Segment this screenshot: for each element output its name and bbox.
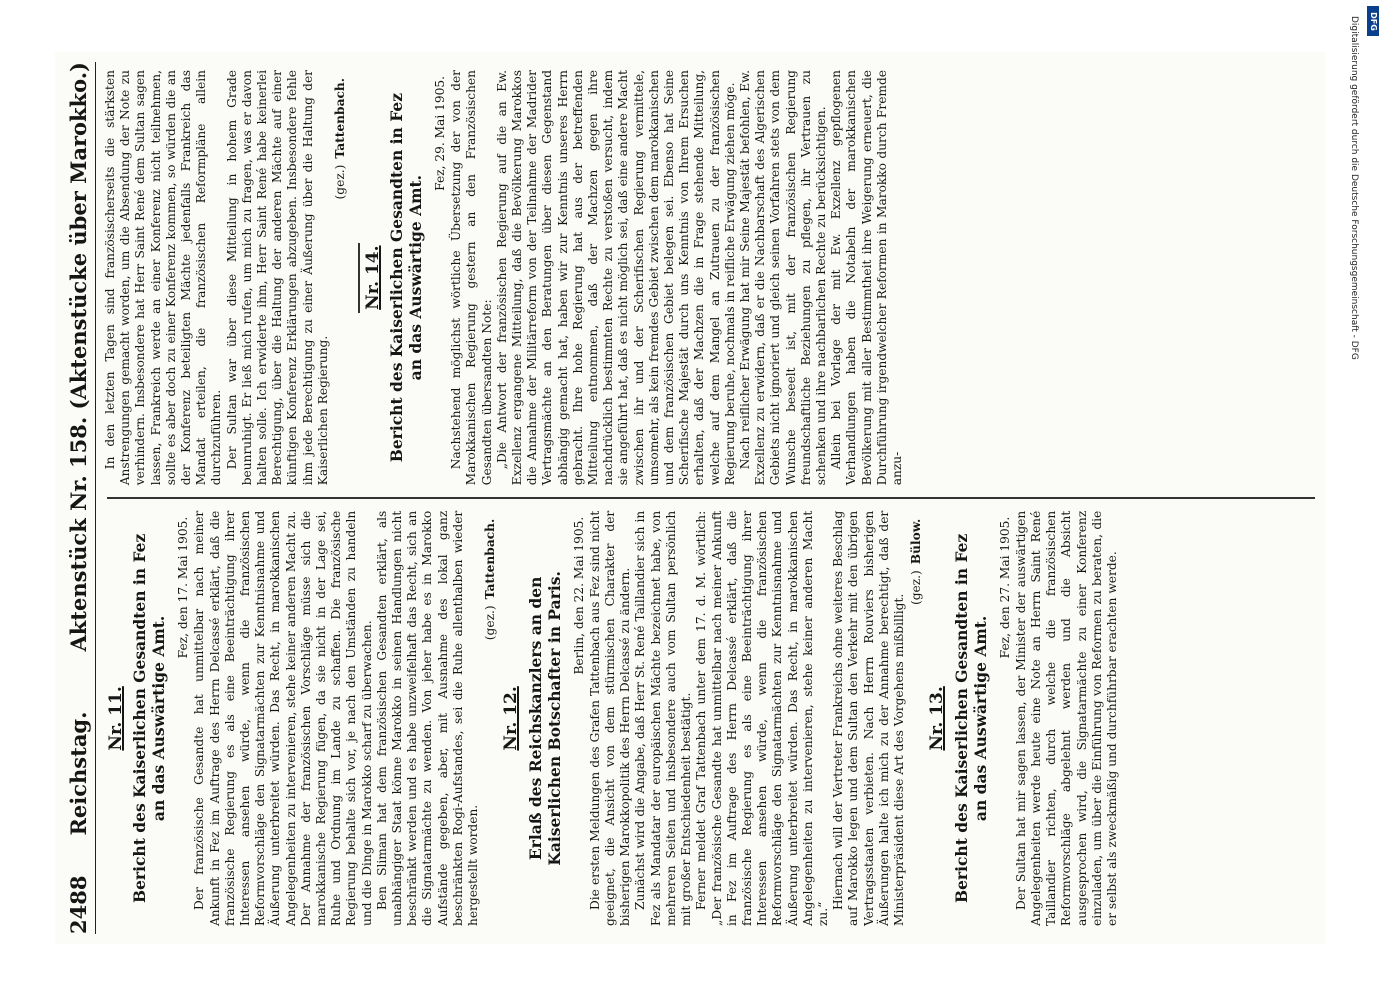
signature-prefix: (gez.) [483,605,498,641]
paragraph: In den letzten Tagen sind französischerseits die stärksten Anstrengungen gemacht worden, um die Absendung der Note zu verhindern. Insbesondere hat Herr Saint René dem Sultan sagen lassen, Frankreich werde an einer Konferenz nicht teilnehmen, sollte es aber doch zu einer Konferenz kommen, so würden die an der Konferenz beteiligten Mächte jedenfalls Frankreich das Mandat erteilen, die französischen Reformpläne allein durchzuführen. [103,70,224,486]
signature-name: Bülow. [909,518,924,565]
signature-name: Tattenbach. [483,518,498,600]
column-right [103,58,1315,497]
paragraph: Hiernach will der Vertreter Frankreichs ohne weiteres Beschlag auf Marokko legen und dem Sultan den Verkehr mit den übrigen Vertragsstaaten verbieten. Nach Herrn Rouviers bisherigen Äußerungen halte ich mich zu der Annahme berechtigt, daß der Ministerpräsident diese Art des Vorgehens mißbilligt. [831,510,906,926]
signature [333,78,348,485]
column-divider [107,497,1315,499]
paragraph: Der Sultan war über diese Mitteilung in hohem Grade beunruhigt. Er ließ mich rufen, um mich zu fragen, was er davon halten solle. Ich erwiderte ihm, Herr Saint René habe keinerlei Berechtigung, über die Haltung der anderen Mächte auf einer künftigen Konferenz Erklärungen abzugeben. Insbesondere fehle ihm jede Berechtigung zu einer Äußerung über die Haltung der Kaiserlichen Regierung. [224,70,330,486]
section-title: Bericht des Kaiserlichen Gesandten in Fez an das Auswärtige Amt. [130,533,169,904]
signature [909,519,924,926]
section-divider [358,243,360,313]
dateline: Fez, 29. Mai 1905. [432,76,447,191]
section-title: Erlaß des Reichskanzlers an den Kaiserlichen Botschafter in Paris. [525,571,564,866]
dateline: Fez, den 17. Mai 1905. [176,516,191,659]
section-number: Nr. 13. [927,686,948,751]
paragraph: Ben Sliman hat dem französischen Gesandten erklärt, als unabhängiger Staat könne Marokko in seinen Handlungen nicht beschränkt werden und es habe unzweifelhaft das Recht, sich an die Signatarmächte zu wenden. Von jeher habe es in Marokko Aufstände gegeben, aber, mit Ausnahme des lokal ganz beschränkten Rogi-Aufstandes, sei die Ruhe allenthalben wieder hergestellt worden. [374,510,481,926]
section-number: Nr. 11. [106,686,126,751]
running-head [61,62,96,934]
paragraph: Zunächst wird die Angabe, daß Herr St. René Taillandier sich in Fez als Mandatar der europäischen Mächte bezeichnet habe, von mehreren Seiten und insbesondere auch vom Sultan persönlich mit großer Entschiedenheit bestätigt. [633,510,694,926]
document-title: Aktenstück Nr. 158. (Aktenstücke über Marokko.) [65,62,91,652]
paragraph: Der Sultan hat mir sagen lassen, der Minister der auswärtigen Angelegenheiten werde heute eine Note an Herrn Saint René Taillandier richten, durch welche die französischen Reformvorschläge abgelehnt werden und die Absicht ausgesprochen wird, die Signatarmächte zu einer Konferenz einzuladen, um über die Einführung von Reformen zu beraten, die er selbst als zweckmäßig und durchführbar erachten werde. [1013,510,1119,926]
paragraph: Nachstehend möglichst wörtliche Übersetzung der von der Marokkanischen Regierung gestern an den Französischen Gesandten übersandten Note: [449,70,494,486]
page-number: 2488 [65,875,91,934]
section-number: Nr. 12. [501,686,522,751]
dfg-logo [1367,6,1379,36]
paragraph: Die ersten Meldungen des Grafen Tattenbach aus Fez sind nicht geeignet, die Ansicht von dem stürmischen Charakter der bisherigen Marokkopolitik des Herrn Delcassé zu ändern. [587,510,633,926]
text-columns [103,58,1315,938]
dateline: Fez, den 27. Mai 1905. [997,516,1012,659]
digitization-notice-text: Digitalisierung gefördert durch die Deutsche Forschungsgemeinschaft - DFG [1349,16,1359,360]
paragraph: Allein bei Vorlage der mit Ew. Exzellenz gepflogenen Verhandlungen haben die Notabeln der marokkanischen Bevölkerung mit aller Bestimmtheit ihre Weigerung erneuert, die Durchführung irgendwelcher Reformen in Marokko durch Fremde anzu- [829,70,905,486]
rotated-page-content [55,52,1325,944]
dateline: Berlin, den 22. Mai 1905. [571,516,586,675]
signature [483,519,498,926]
signature-prefix: (gez.) [333,164,348,200]
publication-title: Reichstag. [65,711,91,836]
section-title: Bericht des Kaiserlichen Gesandten in Fez an das Auswärtige Amt. [386,92,425,463]
dfg-logo-text: DFG [1368,11,1378,31]
column-left [103,499,1315,938]
signature-name: Tattenbach. [333,78,348,159]
digitization-notice [1349,0,1379,700]
section-title: Bericht des Kaiserlichen Gesandten in Fez an das Auswärtige Amt. [951,533,990,904]
paragraph: Der französische Gesandte hat unmittelbar nach meiner Ankunft in Fez im Auftrage des Herrn Delcassé erklärt, daß die französische Regierung es als eine Beeinträchtigung ihrer Interessen ansehen würde, wenn die französischen Reformvorschläge den Signatarmächten zur Kenntnisnahme und Äußerung unterbreitet würden. Das Recht, in marokkanischen Angelegenheiten zu intervenieren, stehe keiner anderen Macht zu. Der Annahme der französischen Vorschläge müsse sich die marokkanische Regierung fügen, da sie nicht in der Lage sei, Ruhe und Ordnung im Lande zu schaffen. Die französische Regierung behalte sich vor, je nach den Umständen zu handeln und die Dinge in Marokko scharf zu überwachen. [192,510,374,926]
paragraph: Nach reiflicher Erwägung hat mir Seine Majestät befohlen, Ew. Exzellenz zu erwidern, daß er die Nachbarschaft des Algerischen Gebiets nicht ignoriert und gleich seinen Vorfahren stets von dem Wunsche beseelt ist, mit der französischen Regierung freundschaftliche Beziehungen zu pflegen, ihr Vertrauen zu schenken und ihre nachbarlichen Rechte zu berücksichtigen. [738,70,829,486]
paragraph: „Die Antwort der französischen Regierung auf die an Ew. Exzellenz ergangene Mitteilung, daß die Bevölkerung Marokkos die Annahme der Militärreform von der Teilnahme der Madrider Vertragsmächte an den Beratungen über diesen Gegenstand abhängig gemacht hat, haben wir zur Kenntnis unseres Herrn gebracht. Ihre hohe Regierung hat aus der betreffenden Mitteilung entnommen, daß der Machzen gegen ihre nachdrücklich bestimmten Rechte zu verstoßen versucht, indem sie angeführt hat, daß es nicht möglich sei, daß eine andere Macht zwischen ihr und der Scherifischen Regierung vermittele, umsomehr, als kein fremdes Gebiet zwischen dem marokkanischen und dem französischen Gebiet belegen sei. Ebenso hat Seine Scherifische Majestät durch uns Kenntnis von Ihrem Ersuchen erhalten, daß der Machzen die in Frage stehende Mitteilung, welche auf dem Mangel an Zutrauen zu der französischen Regierung beruhe, nochmals in reifliche Erwägung ziehen möge. [494,70,737,486]
paragraph: Ferner meldet Graf Tattenbach unter dem 17. d. M. wörtlich: „Der französische Gesandte hat unmittelbar nach meiner Ankunft in Fez im Auftrage des Herrn Delcassé erklärt, daß die französische Regierung es als eine Beeinträchtigung ihrer Interessen ansehen würde, wenn die französischen Reformvorschläge den Signatarmächten zur Kenntnisnahme und Äußerung unterbreitet würden. Das Recht, in marokkanischen Angelegenheiten zu intervenieren, stehe keiner anderen Macht zu.“ [694,510,830,926]
signature-prefix: (gez.) [909,570,924,606]
section-number: Nr. 14. [362,245,383,310]
